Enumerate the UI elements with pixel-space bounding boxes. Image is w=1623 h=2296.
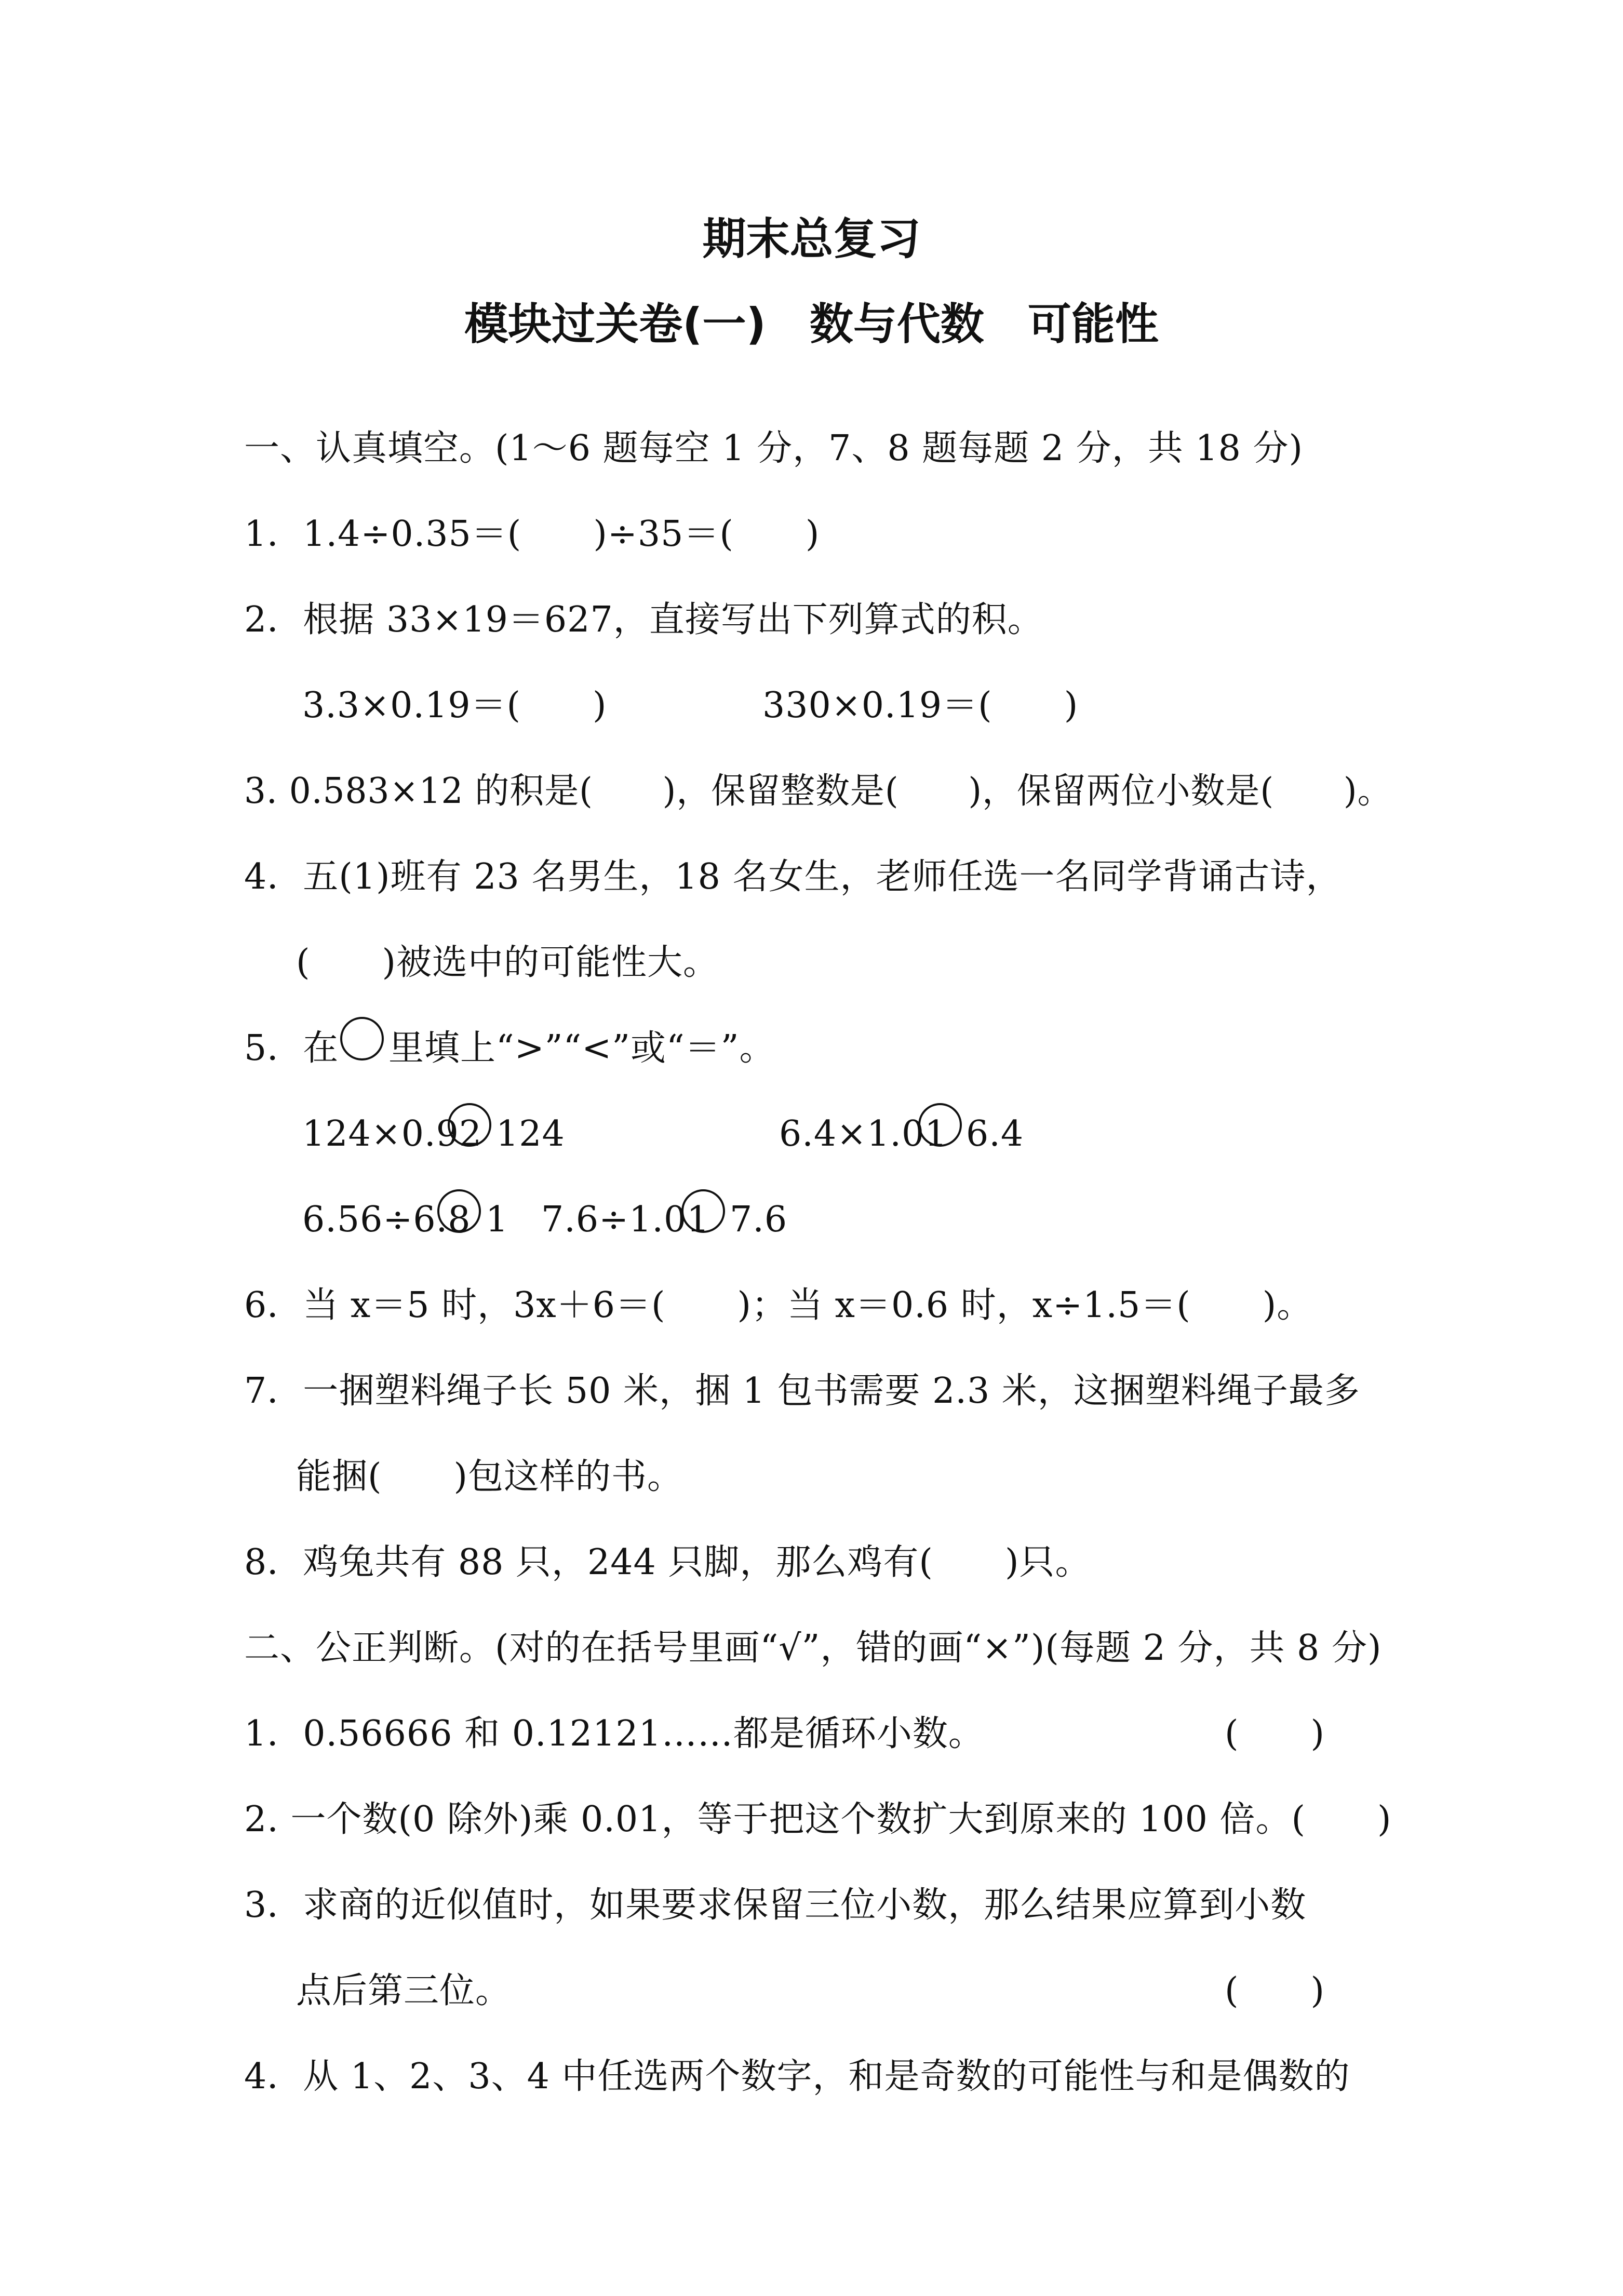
q5a-right: 124	[496, 1113, 565, 1154]
q5d-left: 7.6÷1.01	[541, 1199, 710, 1240]
s2-question-1: 1．0.56666 和 0.12121……都是循环小数。	[244, 1713, 984, 1754]
s2-question-4-line1: 4．从 1、2、3、4 中任选两个数字，和是奇数的可能性与和是偶数的	[244, 2056, 1350, 2097]
s1-question-6: 6．当 x＝5 时，3x＋6＝( )；当 x＝0.6 时，x÷1.5＝( )。	[244, 1285, 1313, 1326]
s2-question-1-blank: ( )	[1225, 1713, 1325, 1754]
s1-question-5-post: 里填上“>”“<”或“＝”。	[388, 1028, 775, 1069]
section2-heading: 二、公正判断。(对的在括号里画“√”，错的画“×”)(每题 2 分，共 8 分)	[244, 1628, 1382, 1669]
q5c-left: 6.56÷6.8	[302, 1199, 471, 1240]
compare-circle-icon	[340, 1017, 384, 1060]
q5d-right: 7.6	[730, 1199, 788, 1240]
q5c-right: 1	[486, 1199, 509, 1240]
page-subtitle: 模块过关卷(一) 数与代数 可能性	[464, 299, 1159, 350]
s2-question-3-blank: ( )	[1225, 1970, 1325, 2011]
q5b-right: 6.4	[966, 1113, 1024, 1154]
s1-question-3: 3. 0.583×12 的积是( )，保留整数是( )，保留两位小数是( )。	[244, 771, 1392, 812]
s1-question-1: 1．1.4÷0.35＝( )÷35＝( )	[244, 514, 820, 555]
s2-question-3-line1: 3．求商的近似值时，如果要求保留三位小数，那么结果应算到小数	[244, 1885, 1307, 1926]
s2-question-3-line2: 点后第三位。	[296, 1970, 512, 2011]
s1-question-7-line2: 能捆( )包这样的书。	[296, 1456, 683, 1497]
s1-question-2a: 3.3×0.19＝( )	[302, 685, 607, 726]
s1-question-7-line1: 7．一捆塑料绳子长 50 米，捆 1 包书需要 2.3 米，这捆塑料绳子最多	[244, 1371, 1360, 1412]
q5a-left: 124×0.92	[302, 1113, 482, 1154]
section1-heading: 一、认真填空。(1～6 题每空 1 分，7、8 题每题 2 分，共 18 分)	[244, 428, 1304, 469]
compare-circle-icon	[918, 1103, 962, 1147]
s1-question-2: 2．根据 33×19＝627，直接写出下列算式的积。	[244, 599, 1043, 640]
s1-question-5-pre: 5．在	[244, 1028, 339, 1069]
page-title: 期末总复习	[702, 213, 921, 264]
s1-question-8: 8．鸡兔共有 88 只，244 只脚，那么鸡有( )只。	[244, 1542, 1091, 1583]
s1-question-4-line1: 4．五(1)班有 23 名男生，18 名女生，老师任选一名同学背诵古诗，	[244, 856, 1342, 897]
q5b-left: 6.4×1.01	[779, 1113, 948, 1154]
compare-circle-icon	[681, 1189, 725, 1233]
s1-question-2b: 330×0.19＝( )	[762, 685, 1079, 726]
compare-circle-icon	[448, 1103, 491, 1147]
s1-question-4-line2: ( )被选中的可能性大。	[296, 942, 719, 983]
s2-question-2: 2. 一个数(0 除外)乘 0.01，等于把这个数扩大到原来的 100 倍。( )	[244, 1799, 1392, 1840]
compare-circle-icon	[437, 1189, 481, 1233]
